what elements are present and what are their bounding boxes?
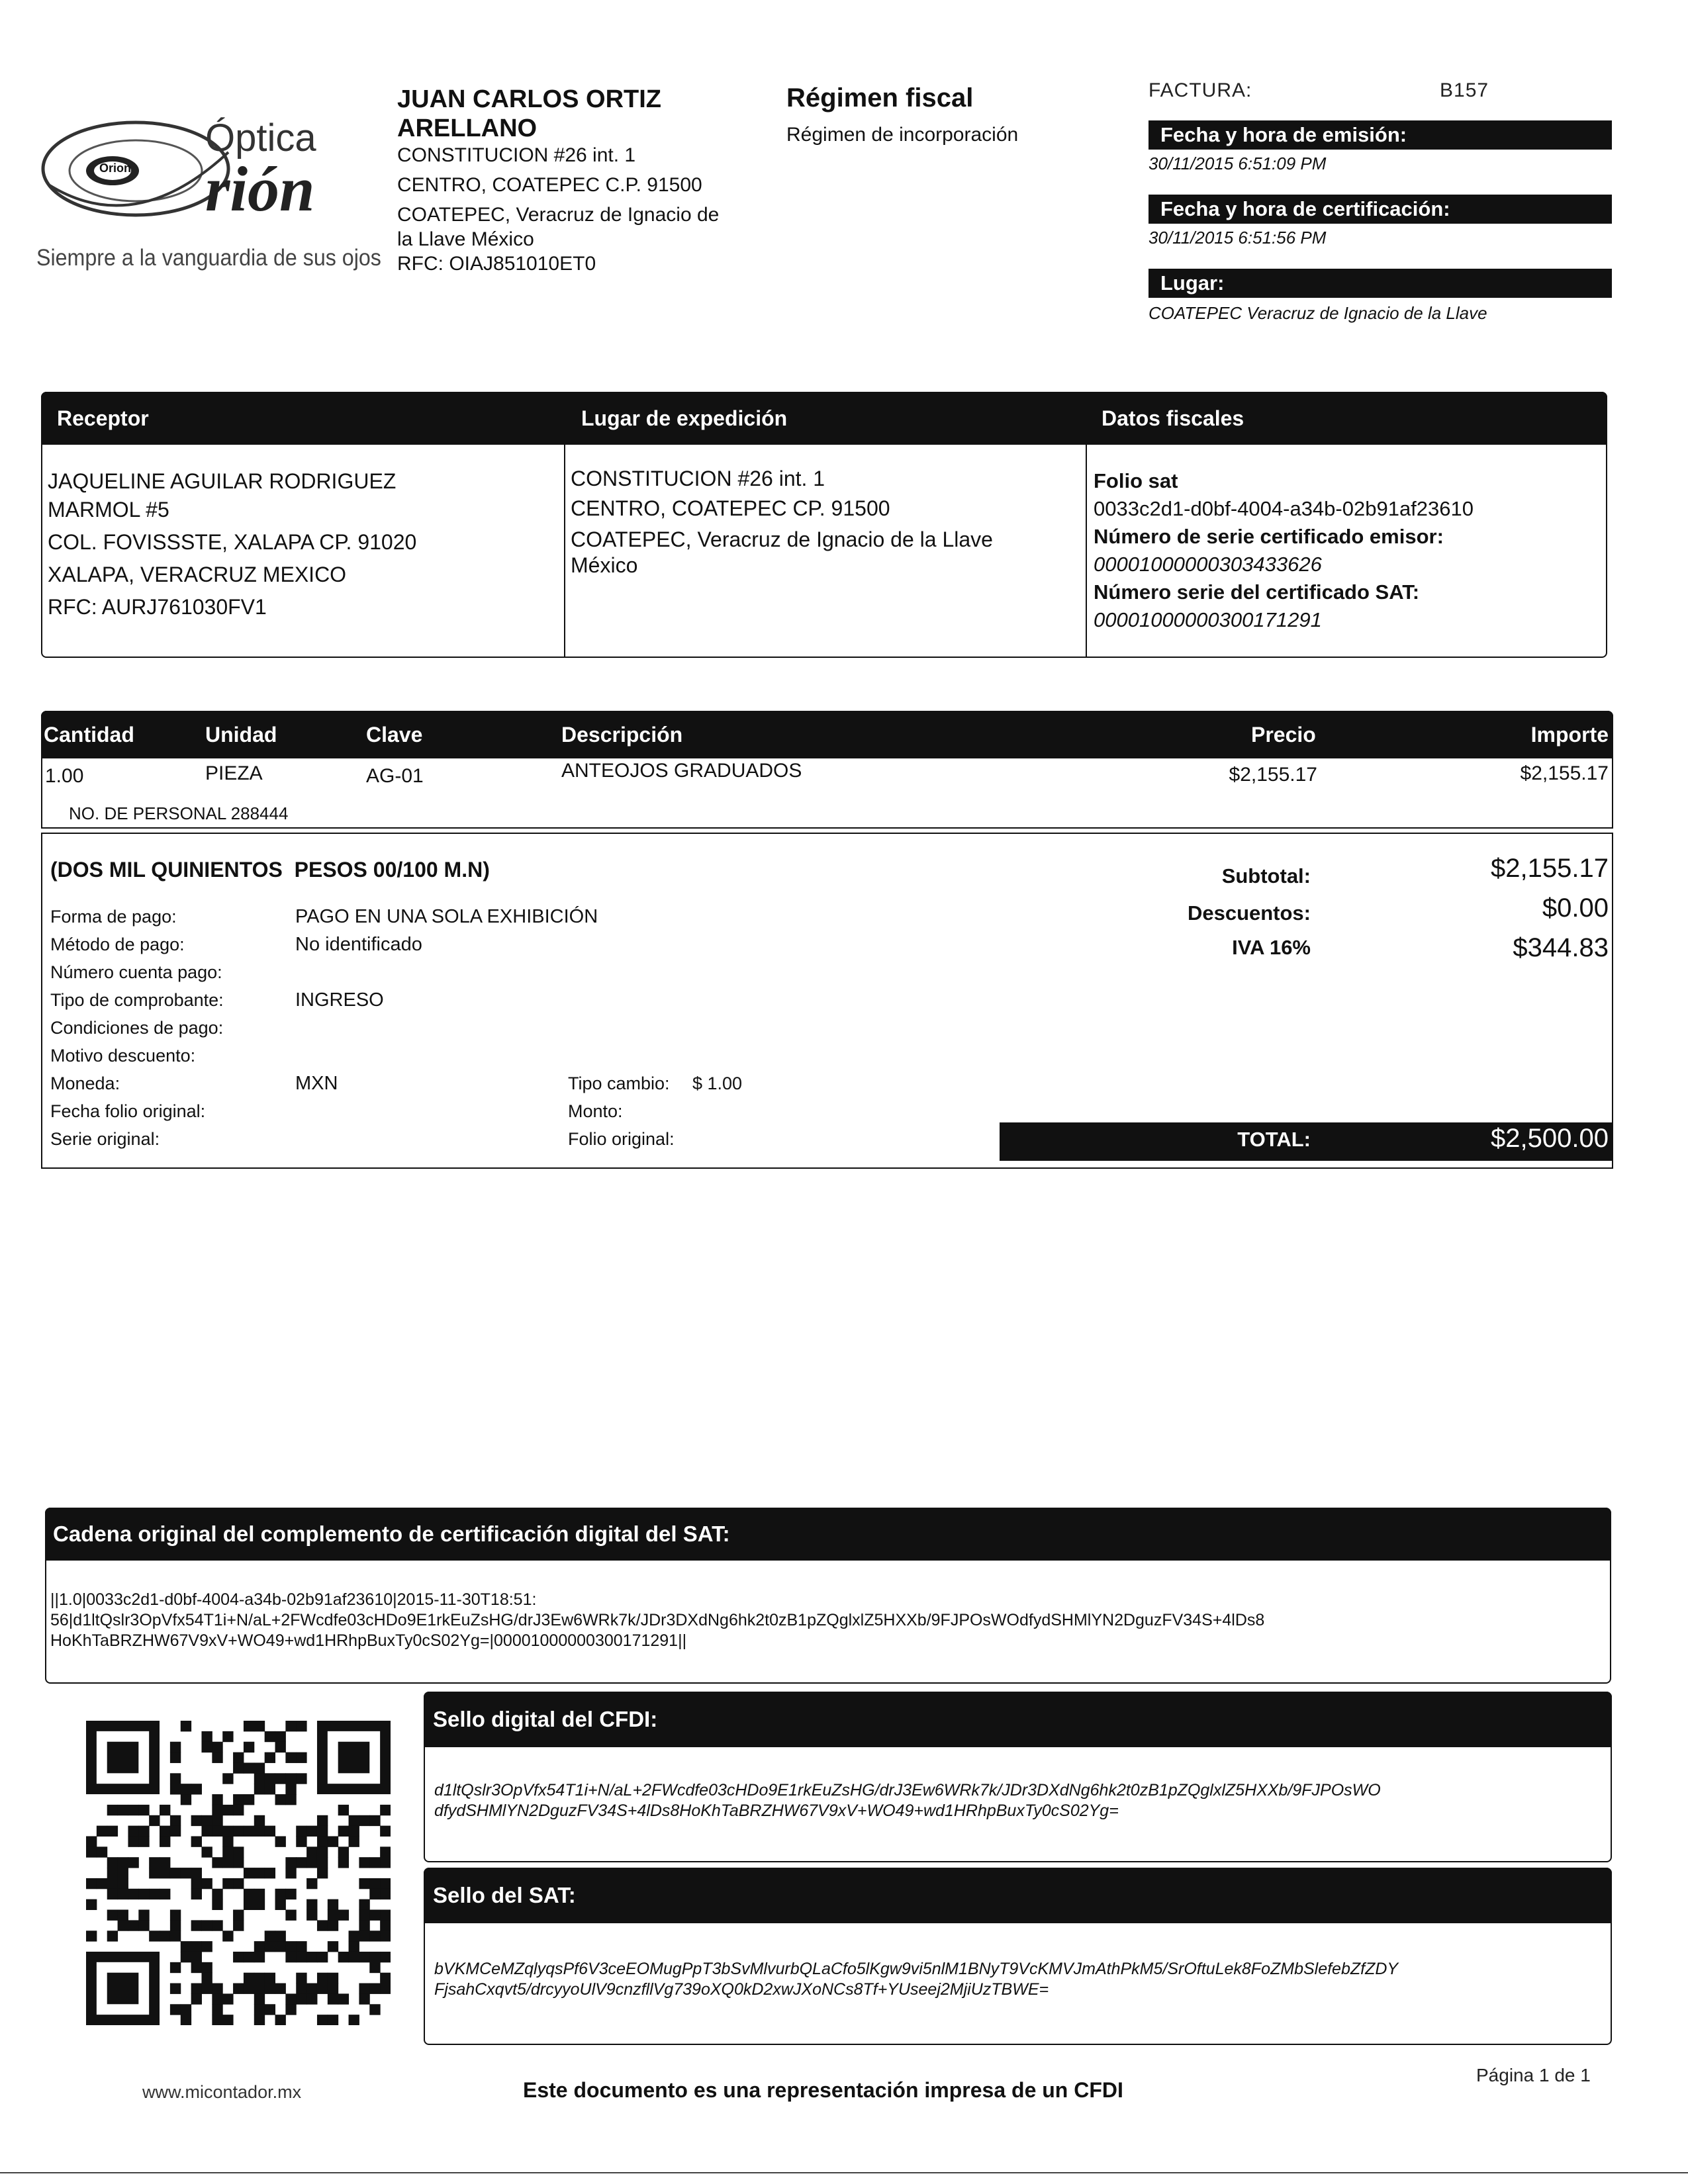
serie-original-label: Serie original:	[50, 1129, 160, 1149]
item-descripcion: ANTEOJOS GRADUADOS	[561, 760, 802, 782]
parties-header-bar	[41, 392, 1607, 445]
sello-sat-line: bVKMCeMZqlyqsPf6V3ceEOMugPpT3bSvMlvurbQLaCfo5lKgw9vi5nlM1BNyT9VcKMVJmAthPkM5/SrOftuLek8FoZMbSlefebZfZDY	[434, 1960, 1399, 1978]
footer-website: www.micontador.mx	[142, 2082, 302, 2102]
receptor-heading: Receptor	[57, 406, 149, 430]
sello-sat-text	[434, 1959, 1606, 2000]
qr-code	[86, 1721, 391, 2025]
certificacion-label: Fecha y hora de certificación:	[1149, 195, 1612, 224]
receptor-line: RFC: AURJ761030FV1	[48, 595, 267, 619]
cadena-heading: Cadena original del complemento de certificación digital del SAT:	[45, 1508, 1611, 1561]
metodo-pago-value: No identificado	[295, 934, 422, 955]
receptor-details	[48, 467, 551, 621]
summary-box	[41, 833, 1613, 1169]
item-precio: $2,155.17	[1229, 764, 1317, 786]
serie-emisor-value: 00001000000303433626	[1094, 553, 1322, 576]
descuentos-label: Descuentos:	[1187, 901, 1311, 925]
descuentos-value: $0.00	[1542, 893, 1609, 923]
cadena-text	[50, 1590, 1599, 1651]
serie-emisor-label: Número de serie certificado emisor:	[1094, 525, 1444, 548]
expedicion-line: México	[571, 553, 638, 577]
col-clave: Clave	[366, 723, 423, 747]
emision-value: 30/11/2015 6:51:09 PM	[1149, 154, 1327, 173]
tipo-cambio-label: Tipo cambio:	[568, 1073, 670, 1093]
logo-badge: Orion	[99, 161, 131, 175]
factura-number-row	[1149, 79, 1612, 102]
iva-value: $344.83	[1513, 933, 1609, 962]
logo-slogan: Siempre a la vanguardia de sus ojos	[36, 245, 381, 271]
tipo-comprobante-label: Tipo de comprobante:	[50, 990, 224, 1010]
receptor-line: XALAPA, VERACRUZ MEXICO	[48, 563, 347, 586]
col-unidad: Unidad	[205, 723, 277, 747]
total-value: $2,500.00	[1491, 1124, 1609, 1153]
amount-in-words: (DOS MIL QUINIENTOS PESOS 00/100 M.N)	[50, 858, 490, 882]
expedicion-line: CENTRO, COATEPEC CP. 91500	[571, 496, 890, 520]
issuer-address-2: CENTRO, COATEPEC C.P. 91500	[397, 174, 702, 196]
cuenta-pago-label: Número cuenta pago:	[50, 962, 222, 982]
folio-original-label: Folio original:	[568, 1129, 675, 1149]
receptor-line: COL. FOVISSSTE, XALAPA CP. 91020	[48, 530, 417, 554]
factura-label: FACTURA:	[1149, 79, 1252, 101]
footer-page: Página 1 de 1	[1476, 2065, 1591, 2085]
regimen-value: Régimen de incorporación	[786, 124, 1019, 146]
sello-cfdi-line: dfydSHMlYN2DguzFV34S+4lDs8HoKhTaBRZHW67V9xV+WO49+wd1HRhpBuxTy0cS02Yg=	[434, 1801, 1119, 1820]
fecha-folio-label: Fecha folio original:	[50, 1101, 206, 1121]
col-cantidad: Cantidad	[44, 723, 134, 747]
total-label: TOTAL:	[1237, 1128, 1311, 1151]
forma-pago-label: Forma de pago:	[50, 907, 177, 927]
expedicion-details	[571, 466, 1074, 578]
qr-code-icon	[86, 1721, 391, 2025]
col-descripcion: Descripción	[561, 723, 683, 747]
factura-number: B157	[1440, 79, 1489, 101]
issuer-block	[397, 85, 768, 276]
sello-sat-line: FjsahCxqvt5/drcyyoUlV9cnzfllVg739oXQ0kD2xwJXoNCs8Tf+YUseej2MjiUzTBWE=	[434, 1980, 1049, 1999]
tipo-cambio-value: $ 1.00	[692, 1073, 743, 1093]
receptor-line: JAQUELINE AGUILAR RODRIGUEZ	[48, 469, 397, 493]
monto-label: Monto:	[568, 1101, 623, 1121]
sello-cfdi-heading: Sello digital del CFDI:	[424, 1692, 1612, 1747]
motivo-descuento-label: Motivo descuento:	[50, 1046, 196, 1066]
moneda-label: Moneda:	[50, 1073, 120, 1093]
subtotal-value: $2,155.17	[1491, 854, 1609, 883]
moneda-value: MXN	[295, 1073, 338, 1094]
fiscales-details	[1094, 467, 1603, 634]
divider	[564, 445, 565, 658]
logo-brand-top: Óptica	[205, 116, 316, 159]
cadena-line: 56|d1ltQslr3OpVfx54T1i+N/aL+2FWcdfe03cHDo9E1rkEuZsHG/drJ3Ew6WRk7k/JDr3DXdNg6hk2t0zB1pZQglxlZ5HXXb/9FJPOsWOdfydSHMlYN2DguzFV34S+4lDs8	[50, 1611, 1265, 1629]
issuer-rfc: RFC: OIAJ851010ET0	[397, 253, 596, 275]
sello-cfdi-line: d1ltQslr3OpVfx54T1i+N/aL+2FWcdfe03cHDo9E1rkEuZsHG/drJ3Ew6WRk7k/JDr3DXdNg6hk2t0zB1pZQglxlZ5HXXb/9FJPOsWO	[434, 1781, 1381, 1799]
expedicion-line: CONSTITUCION #26 int. 1	[571, 467, 825, 490]
cadena-line: HoKhTaBRZHW67V9xV+WO49+wd1HRhpBuxTy0cS02Yg=|00001000000300171291||	[50, 1631, 687, 1650]
subtotal-label: Subtotal:	[1221, 864, 1311, 887]
issuer-address-1: CONSTITUCION #26 int. 1	[397, 144, 636, 166]
col-precio: Precio	[1251, 723, 1316, 747]
fiscales-heading: Datos fiscales	[1102, 406, 1244, 430]
cadena-line: ||1.0|0033c2d1-d0bf-4004-a34b-02b91af23610|2015-11-30T18:51:	[50, 1590, 537, 1609]
sello-cfdi-text	[434, 1780, 1606, 1821]
forma-pago-value: PAGO EN UNA SOLA EXHIBICIÓN	[295, 906, 598, 927]
sello-sat-heading: Sello del SAT:	[424, 1868, 1612, 1923]
logo-brand-main: rión	[205, 154, 315, 224]
emision-label: Fecha y hora de emisión:	[1149, 120, 1612, 150]
issuer-name-line1: JUAN CARLOS ORTIZ	[397, 85, 661, 113]
item-note: NO. DE PERSONAL 288444	[69, 803, 289, 823]
serie-sat-value: 00001000000300171291	[1094, 608, 1322, 631]
receptor-line: MARMOL #5	[48, 498, 169, 522]
issuer-address-3: COATEPEC, Veracruz de Ignacio de	[397, 204, 720, 226]
issuer-name-line2: ARELLANO	[397, 114, 538, 142]
expedicion-heading: Lugar de expedición	[581, 406, 788, 430]
divider	[1086, 445, 1087, 658]
expedicion-line: COATEPEC, Veracruz de Ignacio de la Llave	[571, 527, 993, 551]
iva-label: IVA 16%	[1232, 936, 1311, 959]
folio-sat-value: 0033c2d1-d0bf-4004-a34b-02b91af23610	[1094, 497, 1474, 520]
lugar-value: COATEPEC Veracruz de Ignacio de la Llave	[1149, 303, 1487, 323]
certificacion-value: 30/11/2015 6:51:56 PM	[1149, 228, 1327, 248]
item-cantidad: 1.00	[45, 765, 84, 787]
footer-notice: Este documento es una representación impresa de un CFDI	[523, 2078, 1123, 2102]
item-clave: AG-01	[366, 765, 424, 787]
issuer-address-4: la Llave México	[397, 228, 534, 250]
regimen-block	[786, 83, 1117, 146]
regimen-title: Régimen fiscal	[786, 83, 974, 113]
lugar-label: Lugar:	[1149, 269, 1612, 298]
metodo-pago-label: Método de pago:	[50, 934, 185, 954]
folio-sat-label: Folio sat	[1094, 469, 1178, 492]
serie-sat-label: Número serie del certificado SAT:	[1094, 580, 1420, 604]
condiciones-pago-label: Condiciones de pago:	[50, 1018, 224, 1038]
company-logo	[36, 113, 381, 285]
item-importe: $2,155.17	[1520, 762, 1609, 784]
tipo-comprobante-value: INGRESO	[295, 989, 384, 1011]
footer-line	[0, 2172, 1688, 2173]
item-unidad: PIEZA	[205, 762, 263, 784]
col-importe: Importe	[1530, 723, 1609, 747]
